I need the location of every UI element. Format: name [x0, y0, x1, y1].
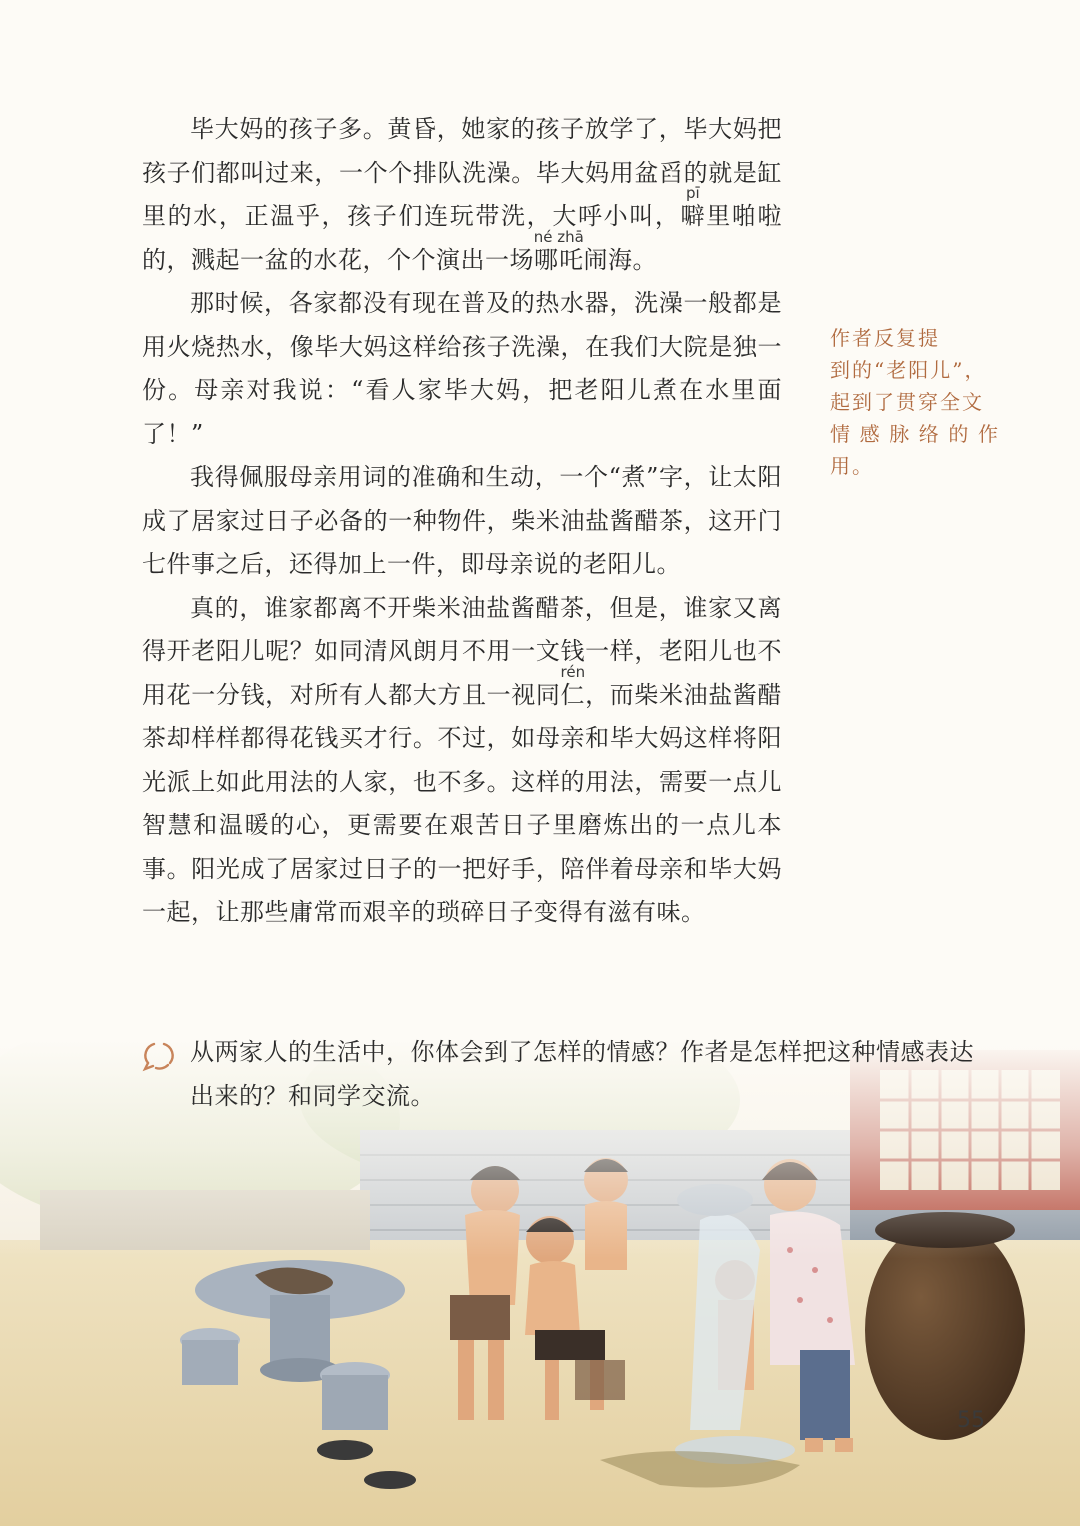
margin-note-line: 起到了贯穿全文 [830, 390, 984, 414]
text-run: 闹海。 [583, 245, 658, 274]
margin-note-line: 作者反复提 [830, 326, 940, 350]
pinyin-annotated-word: 哪吒né zhā [533, 227, 584, 274]
margin-note [830, 322, 1000, 482]
question-line: 从两家人的生活中，你体会到了怎样的情感？作者是怎样把这种情感表达 [190, 1038, 974, 1066]
discussion-question [142, 1030, 1012, 1118]
pinyin-annotated-word: 仁rén [560, 662, 586, 709]
question-line: 出来的？和同学交流。 [190, 1082, 435, 1110]
body-paragraph [142, 282, 782, 456]
body-paragraph [142, 587, 782, 935]
page-number: 55 [957, 1408, 985, 1433]
pinyin: pī [680, 184, 706, 202]
text-run: ，而柴米油盐酱醋茶却样样都得花钱买才行。不过，如母亲和毕大妈这样将阳光派上如此用法的人家，也不多。这样的用法，需要一点儿智慧和温暖的心，更需要在艰苦日子里磨炼出的一点儿本事。阳光成了居家过日子的一把好手，陪伴着母亲和毕大妈一起，让那些庸常而艰辛的琐碎日子变得有滋有味。 [142, 680, 782, 926]
discussion-bubble-icon [142, 1039, 176, 1073]
margin-note-line: 到的“老阳儿”， [830, 358, 987, 382]
body-paragraph [142, 108, 782, 282]
question-text [190, 1030, 974, 1118]
text-run: 我得佩服母亲用词的准确和生动，一个“煮”字，让太阳成了居家过日子必备的一种物件，柴米油盐酱醋茶，这开门七件事之后，还得加上一件，即母亲说的老阳儿。 [142, 463, 782, 578]
body-text [142, 108, 782, 935]
text-run: 那时候，各家都没有现在普及的热水器，洗澡一般都是用火烧热水，像毕大妈这样给孩子洗澡，在我们大院是独一份。母亲对我说：“看人家毕大妈，把老阳儿煮在水里面了！” [142, 289, 782, 448]
pinyin-annotated-word: 噼pī [680, 184, 707, 230]
text-run: 毕大妈的孩子多。黄昏，她家的孩子放学了，毕大妈把孩子们都叫过来，一个个排队洗澡。毕大妈用盆舀的就是缸里的水，正温乎，孩子们连玩带洗，大呼小叫， [142, 115, 782, 230]
text-run: 里啪啦的，溅起一盆的水花，个个演出一场 [142, 202, 783, 274]
text-run: 真的，谁家都离不开柴米油盐酱醋茶，但是，谁家又离得开老阳儿呢？如同清风朗月不用一文钱一样，老阳儿也不用花一分钱，对所有人都大方且一视同 [142, 593, 782, 709]
margin-note-line: 情感脉络的作用。 [830, 422, 1000, 478]
body-paragraph [142, 456, 782, 587]
pinyin: rén [560, 662, 586, 681]
pinyin: né zhā [533, 227, 584, 246]
